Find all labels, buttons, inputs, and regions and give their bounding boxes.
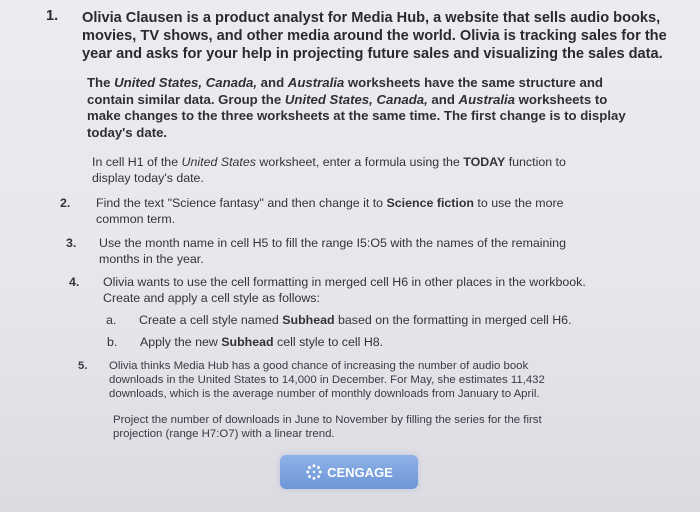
- q1-intro-line-2: movies, TV shows, and other media around the world. Olivia is tracking sales for the: [82, 28, 667, 44]
- q5-projection-line-2: projection (range H7:O7) with a linear trend.: [113, 428, 335, 440]
- q5-number: 5.: [78, 360, 88, 372]
- q5-projection-line-1: Project the number of downloads in June to November by filling the series for the first: [113, 414, 542, 426]
- q5-projection: [113, 413, 673, 441]
- q1-group-line-1: The United States, Canada, and Australia worksheets have the same structure and: [87, 75, 603, 90]
- q1-intro-line-1: Olivia Clausen is a product analyst for Media Hub, a website that sells audio books,: [82, 10, 661, 26]
- q1-task: [92, 155, 682, 186]
- q1-task-line-2: display today's date.: [92, 170, 204, 185]
- q3-line-1: Use the month name in cell H5 to fill the range I5:O5 with the names of the remaining: [99, 236, 566, 250]
- q2-number: 2.: [60, 196, 71, 210]
- q4-a-text: Create a cell style named Subhead based on the formatting in merged cell H6.: [139, 313, 572, 327]
- q3-line-2: months in the year.: [99, 251, 204, 266]
- q5-line-3: downloads, which is the average number of monthly downloads from January to April.: [109, 388, 540, 400]
- q4-line-1: Olivia wants to use the cell formatting in merged cell H6 in other places in the workbook.: [103, 275, 586, 289]
- q2-text: [96, 196, 676, 227]
- q1-group-line-2: contain similar data. Group the United States, Canada, and Australia worksheets to: [87, 91, 608, 107]
- q1-group-line-3: make changes to the three worksheets at the same time. The first change is to display: [87, 108, 626, 123]
- q3-number: 3.: [66, 236, 77, 250]
- q5-line-2: downloads in the United States to 14,000 in December. For May, she estimates 11,432: [109, 374, 545, 386]
- cengage-logo: [280, 455, 418, 489]
- q5-text: [109, 359, 669, 401]
- q1-group-instructions: [87, 75, 677, 141]
- q5-line-1: Olivia thinks Media Hub has a good chance of increasing the number of audio book: [109, 360, 529, 372]
- q1-intro-line-3: year and asks for your help in projecting future sales and visualizing the sales data.: [82, 46, 663, 62]
- q4-text: [103, 275, 683, 306]
- q1-number: 1.: [46, 8, 59, 24]
- q1-group-line-4: today's date.: [87, 124, 168, 140]
- q4-line-2: Create and apply a cell style as follows:: [103, 290, 320, 305]
- q4-number: 4.: [69, 275, 80, 289]
- q2-line-2: common term.: [96, 211, 176, 226]
- cengage-logo-icon: [305, 463, 323, 481]
- q4-b-text: Apply the new Subhead cell style to cell H8.: [140, 335, 384, 349]
- q3-text: [99, 236, 679, 267]
- q4-b-label: b.: [107, 335, 118, 349]
- cengage-logo-text: CENGAGE: [327, 464, 393, 480]
- q4-a-label: a.: [106, 313, 117, 327]
- q2-line-1: Find the text "Science fantasy" and then change it to Science fiction to use the more: [96, 196, 564, 210]
- q1-intro: [82, 9, 682, 63]
- q1-task-line-1: In cell H1 of the United States worksheet, enter a formula using the TODAY function to: [92, 155, 566, 169]
